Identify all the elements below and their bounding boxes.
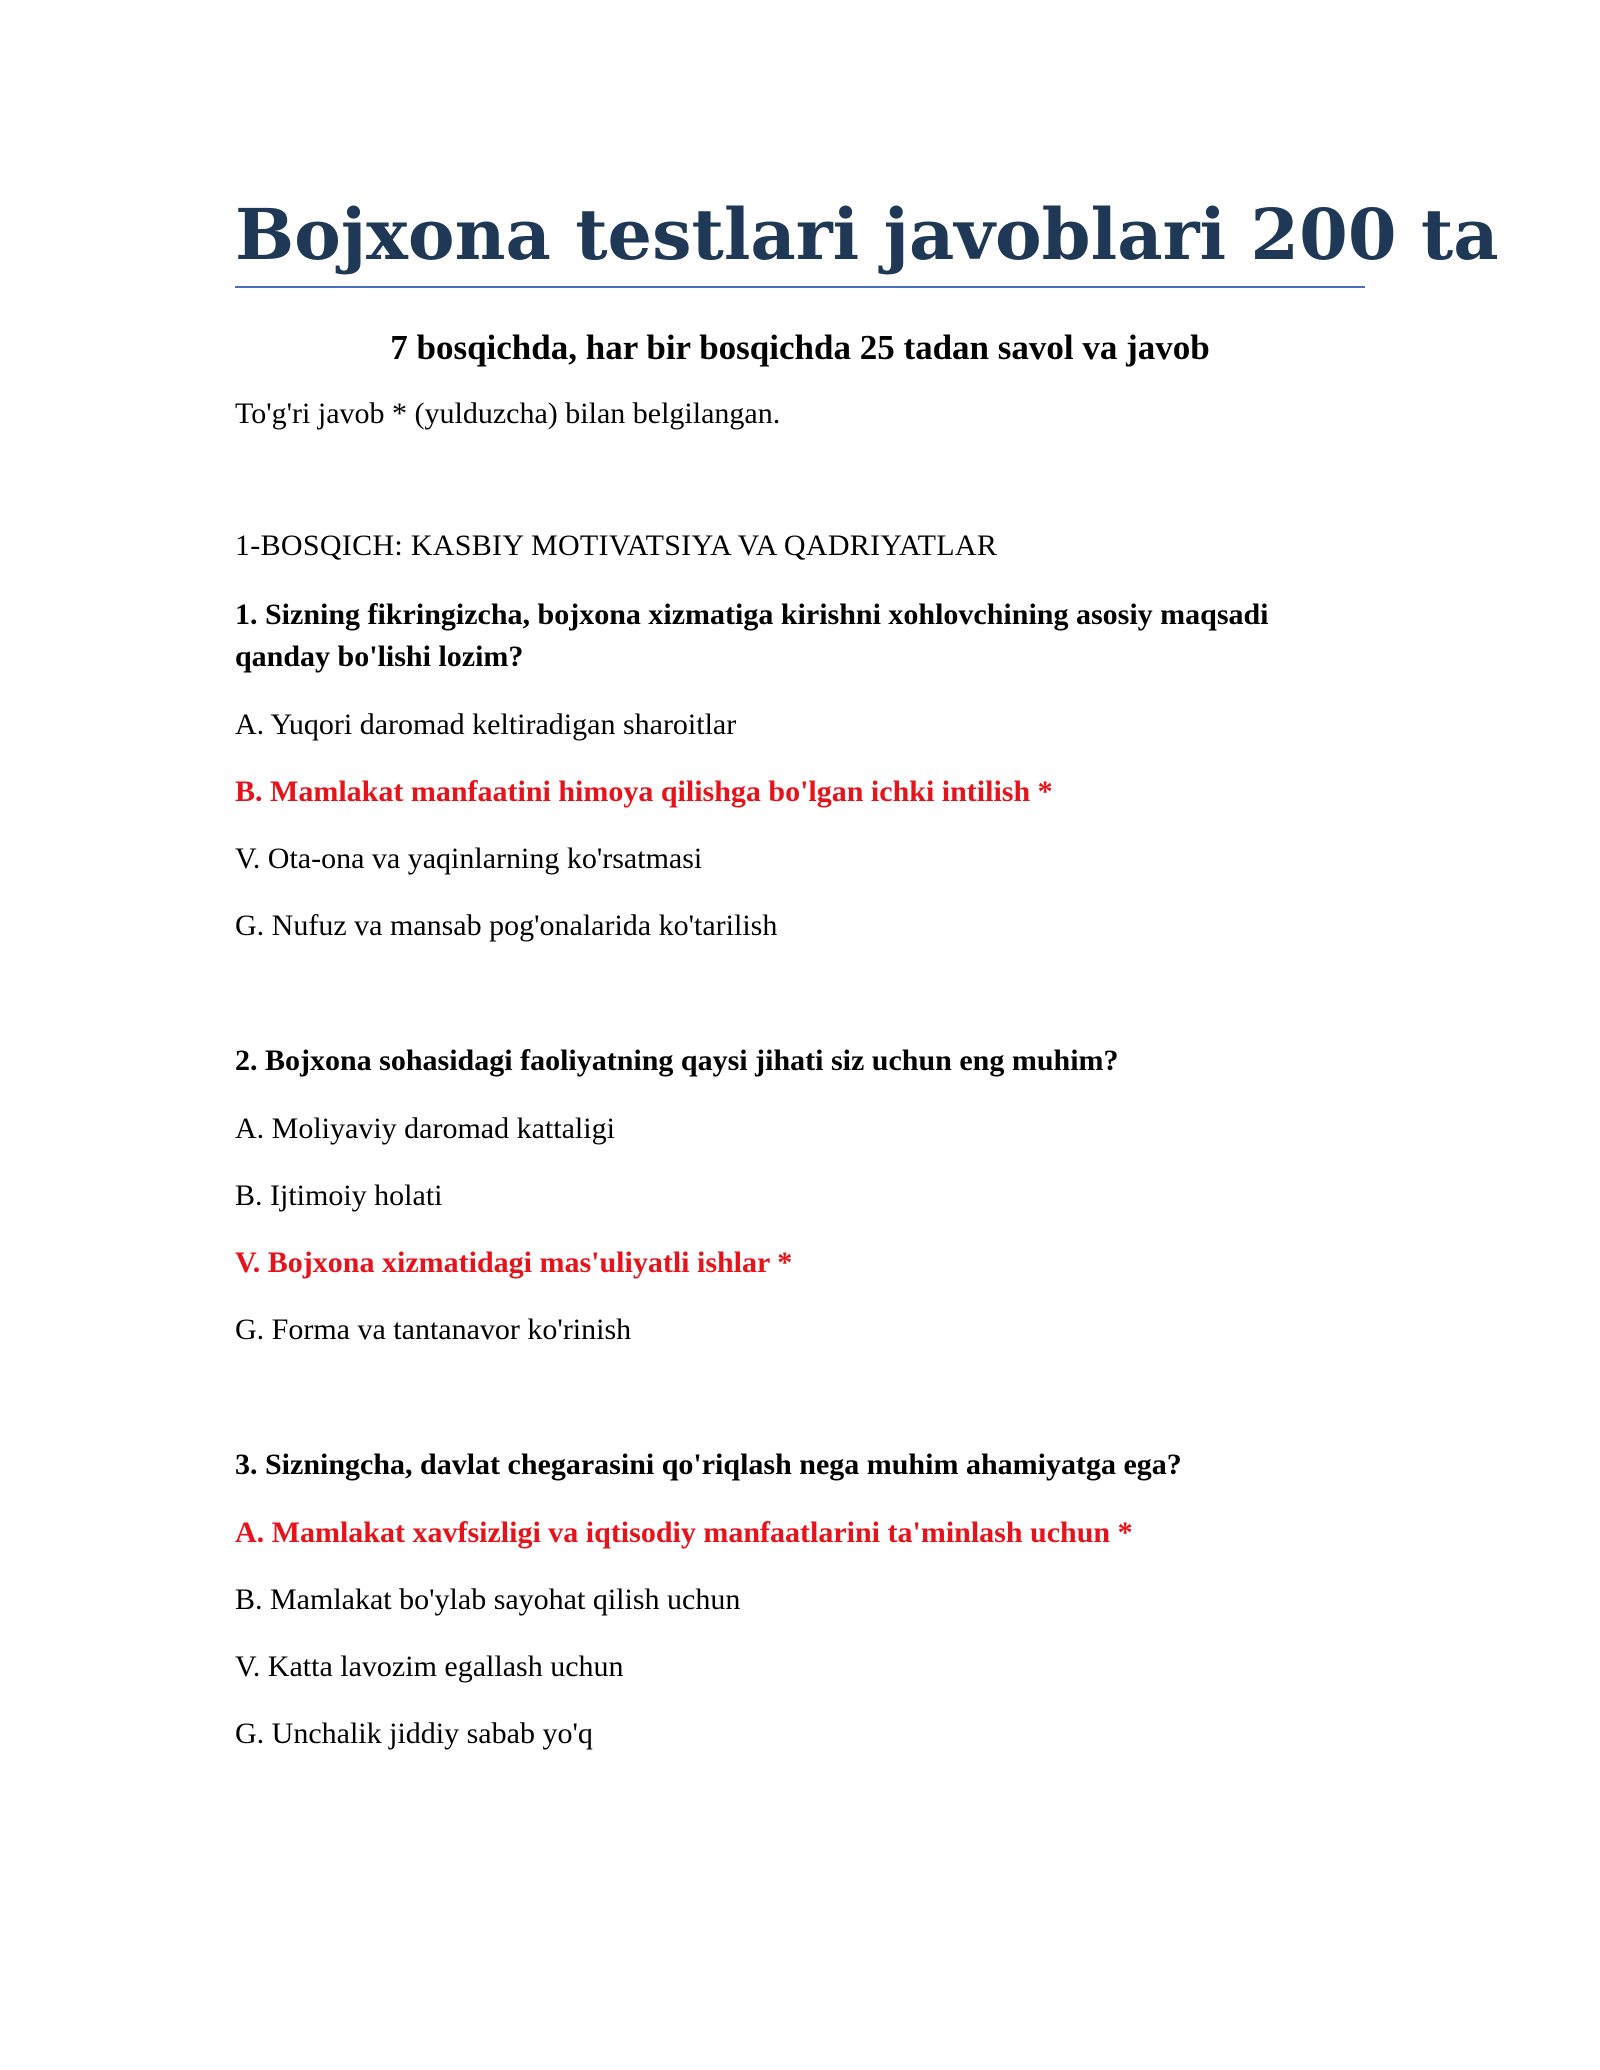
option-g: G. Unchalik jiddiy sabab yo'q [235,1717,593,1750]
document-title: Bojxona testlari javoblari 200 ta [235,190,1365,288]
answer-key-note: To'g'ri javob * (yulduzcha) bilan belgilangan. [235,397,781,430]
document-page [235,190,1499,1754]
option-b: B. Ijtimoiy holati [235,1179,443,1212]
question-2 [235,1040,1365,1350]
option-g: G. Forma va tantanavor ko'rinish [235,1313,632,1346]
question-1 [235,594,1365,946]
question-text: 2. Bojxona sohasidagi faoliyatning qaysi jihati siz uchun eng muhim? [235,1044,1119,1077]
option-g: G. Nufuz va mansab pog'onalarida ko'tarilish [235,909,778,942]
option-b: B. Mamlakat bo'ylab sayohat qilish uchun [235,1583,741,1616]
question-3 [235,1444,1365,1754]
question-text: 1. Sizning fikringizcha, bojxona xizmatiga kirishni xohlovchining asosiy maqsadi qanday bo'lishi lozim? [235,598,1269,673]
option-v: V. Katta lavozim egallash uchun [235,1650,624,1683]
question-text: 3. Sizningcha, davlat chegarasini qo'riqlash nega muhim ahamiyatga ega? [235,1448,1182,1481]
option-b-correct: B. Mamlakat manfaatini himoya qilishga bo'lgan ichki intilish * [235,775,1053,808]
option-a: A. Moliyaviy daromad kattaligi [235,1112,615,1145]
option-v-correct: V. Bojxona xizmatidagi mas'uliyatli ishlar * [235,1246,793,1279]
option-v: V. Ota-ona va yaqinlarning ko'rsatmasi [235,842,703,875]
option-a-correct: A. Mamlakat xavfsizligi va iqtisodiy manfaatlarini ta'minlash uchun * [235,1516,1133,1549]
document-subtitle: 7 bosqichda, har bir bosqichda 25 tadan savol va javob [390,328,1210,367]
option-a: A. Yuqori daromad keltiradigan sharoitlar [235,708,737,741]
section-heading: 1-BOSQICH: KASBIY MOTIVATSIYA VA QADRIYATLAR [235,529,998,562]
